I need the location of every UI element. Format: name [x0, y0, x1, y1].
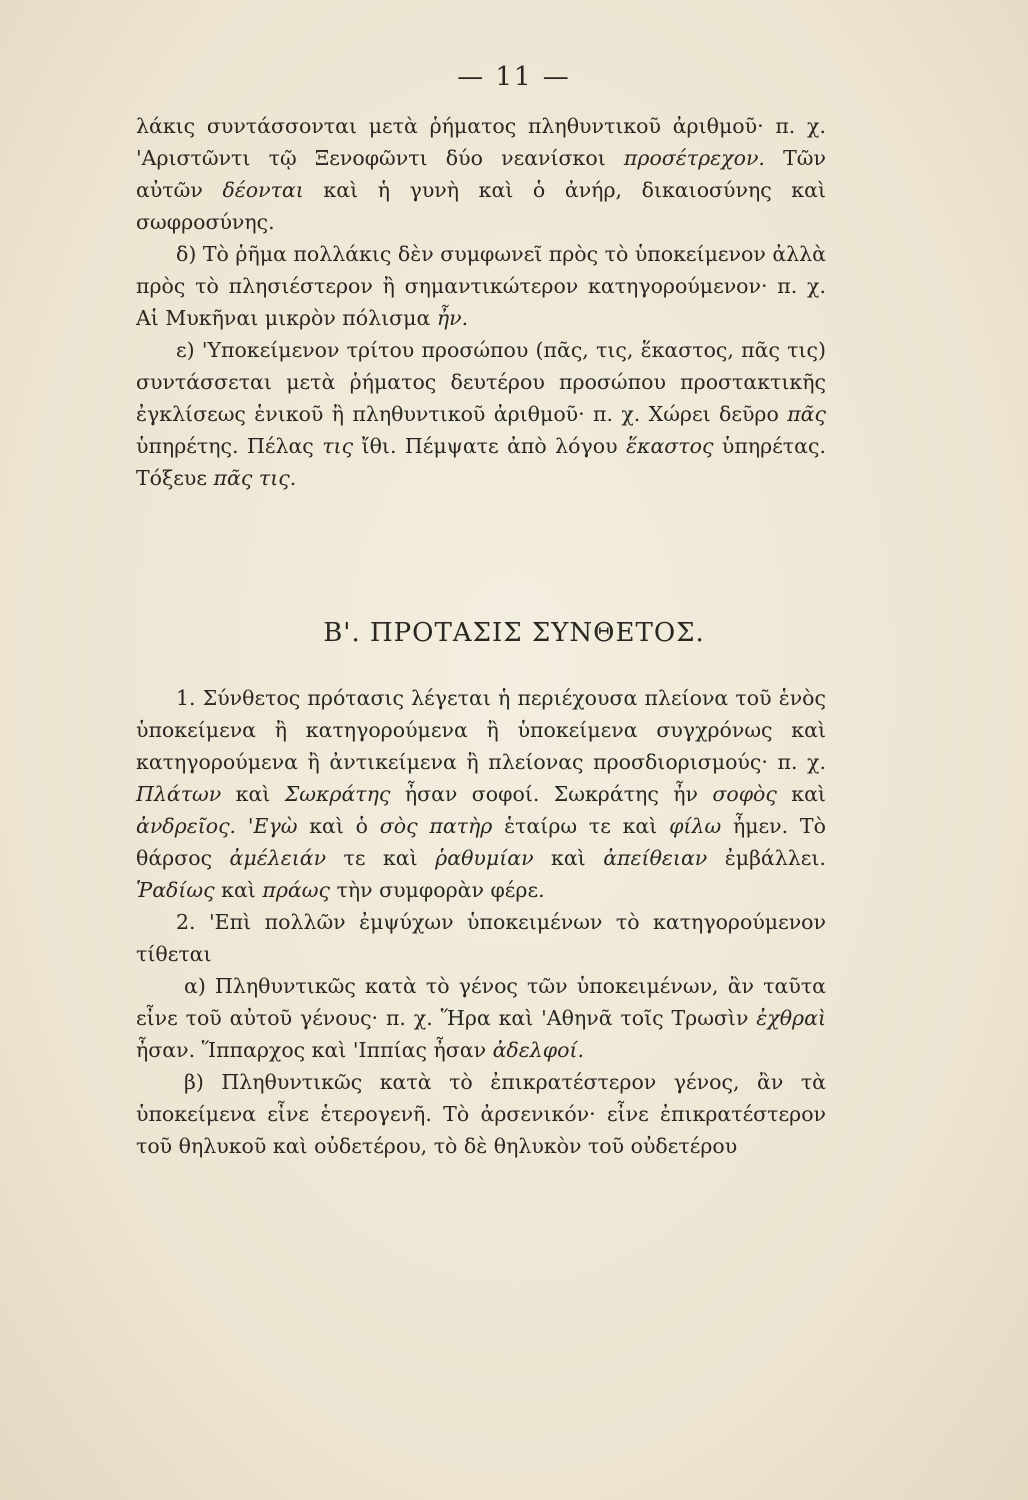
- emphasis: σοφὸς: [712, 782, 777, 806]
- text-run: ἦσαν. Ἵππαρχος καὶ 'Ιππίας ἦσαν: [136, 1038, 487, 1062]
- emphasis: προσέτρεχον.: [623, 146, 765, 170]
- emphasis: φίλω: [669, 814, 722, 838]
- text-run: τε καὶ: [343, 846, 418, 870]
- page-number: — 11 —: [457, 62, 571, 92]
- paragraph-alpha: [136, 970, 826, 1066]
- paragraph-1: [136, 682, 826, 906]
- text-run: καὶ: [791, 782, 826, 806]
- text-run: ἴθι. Πέμψατε ἀπὸ λόγου: [361, 434, 618, 458]
- emphasis: ἦν.: [436, 306, 469, 330]
- text-run: καὶ: [235, 782, 271, 806]
- emphasis: ἀπείθειαν: [603, 846, 708, 870]
- emphasis: σὸς πατὴρ: [379, 814, 493, 838]
- text-run: Τῶν αὐτῶν: [136, 146, 826, 202]
- emphasis: ἀδελφοί.: [492, 1038, 585, 1062]
- emphasis: Πλάτων: [136, 782, 222, 806]
- paragraph-delta: [136, 238, 826, 334]
- text-run: ἦσαν σοφοί. Σωκράτης ἦν: [404, 782, 698, 806]
- emphasis: τις: [322, 434, 354, 458]
- text-run: α) Πληθυντικῶς κατὰ τὸ γένος τῶν ὑποκειμένων, ἂν ταῦτα εἶνε τοῦ αὐτοῦ γένους· π. χ. Ἥρα καὶ 'Αθηνᾶ τοῖς Τρωσὶν: [136, 974, 826, 1030]
- emphasis: δέονται: [222, 178, 304, 202]
- emphasis: ἐχθραὶ: [756, 1006, 826, 1030]
- paragraph-epsilon: [136, 334, 826, 494]
- text-run: ἦμεν. Τὸ θάρσος: [136, 814, 826, 870]
- text-run: καὶ: [551, 846, 586, 870]
- text-run: 1. Σύνθετος πρότασις λέγεται ἡ περιέχουσα πλείονα τοῦ ἑνὸς ὑποκείμενα ἢ κατηγορούμενα ἢ ὑποκείμενα συγχρόνως καὶ κατηγορούμενα ἢ ἀντικείμενα ἢ πλείονας προσδιορισμούς· π. χ.: [136, 686, 826, 774]
- text-run: ε) 'Υποκείμενον τρίτου προσώπου (πᾶς, τις, ἕκαστος, πᾶς τις) συντάσσεται μετὰ ῥήματος δευτέρου προσώπου προστακτικῆς ἐγκλίσεως ἑνικοῦ ἢ πληθυντικοῦ ἀριθμοῦ· π. χ. Χώρει δεῦρο: [136, 338, 826, 426]
- text-run: ὑπηρέτας. Τόξευε: [136, 434, 826, 490]
- paragraph-beta: β) Πληθυντικῶς κατὰ τὸ ἐπικρατέστερον γένος, ἂν τὰ ὑποκείμενα εἶνε ἑτερογενῆ. Τὸ ἀρσενικόν· εἶνε ἐπικρατέστερον τοῦ θηλυκοῦ καὶ οὐδετέρου, τὸ δὲ θηλυκὸν τοῦ οὐδετέρου: [136, 1070, 826, 1158]
- emphasis: πᾶς τις.: [213, 466, 297, 490]
- emphasis: ἕκαστος: [626, 434, 714, 458]
- text-block-lower: [136, 682, 826, 1162]
- emphasis: πράως: [262, 878, 330, 902]
- text-run: ὑπηρέτης. Πέλας: [136, 434, 314, 458]
- text-run: δ) Τὸ ῥῆμα πολλάκις δὲν συμφωνεῖ πρὸς τὸ ὑποκείμενον ἀλλὰ πρὸς τὸ πλησιέστερον ἢ σημαντικώτερον κατηγορούμενον· π. χ. Αἱ Μυκῆναι μικρὸν πόλισμα: [136, 242, 826, 330]
- text-run: καὶ: [221, 878, 256, 902]
- text-block-upper: [136, 110, 826, 494]
- text-run: ἑταίρω τε καὶ: [504, 814, 658, 838]
- emphasis: πᾶς: [787, 402, 826, 426]
- text-run: ἐμβάλλει.: [724, 846, 826, 870]
- emphasis: Ῥαδίως: [136, 878, 215, 902]
- section-heading: Β'. ΠΡΟΤΑΣΙΣ ΣΥΝΘΕΤΟΣ.: [323, 618, 705, 648]
- text-run: λάκις συντάσσονται μετὰ ῥήματος πληθυντικοῦ ἀριθμοῦ· π. χ. 'Αριστῶντι τῷ Ξενοφῶντι δύο νεανίσκοι: [136, 114, 826, 170]
- emphasis: Σωκράτης: [284, 782, 391, 806]
- emphasis: ἀμέλειάν: [229, 846, 327, 870]
- paragraph-2: 2. 'Επὶ πολλῶν ἐμψύχων ὑποκειμένων τὸ κατηγορούμενον τίθεται: [136, 910, 826, 966]
- paragraph-continuation: [136, 110, 826, 238]
- emphasis: ῥαθυμίαν: [435, 846, 534, 870]
- text-run: τὴν συμφορὰν φέρε.: [336, 878, 545, 902]
- emphasis: ἀνδρεῖος. 'Εγὼ: [136, 814, 298, 838]
- text-run: καὶ ἡ γυνὴ καὶ ὁ ἀνήρ, δικαιοσύνης καὶ σωφροσύνης.: [136, 178, 826, 234]
- text-run: καὶ ὁ: [309, 814, 368, 838]
